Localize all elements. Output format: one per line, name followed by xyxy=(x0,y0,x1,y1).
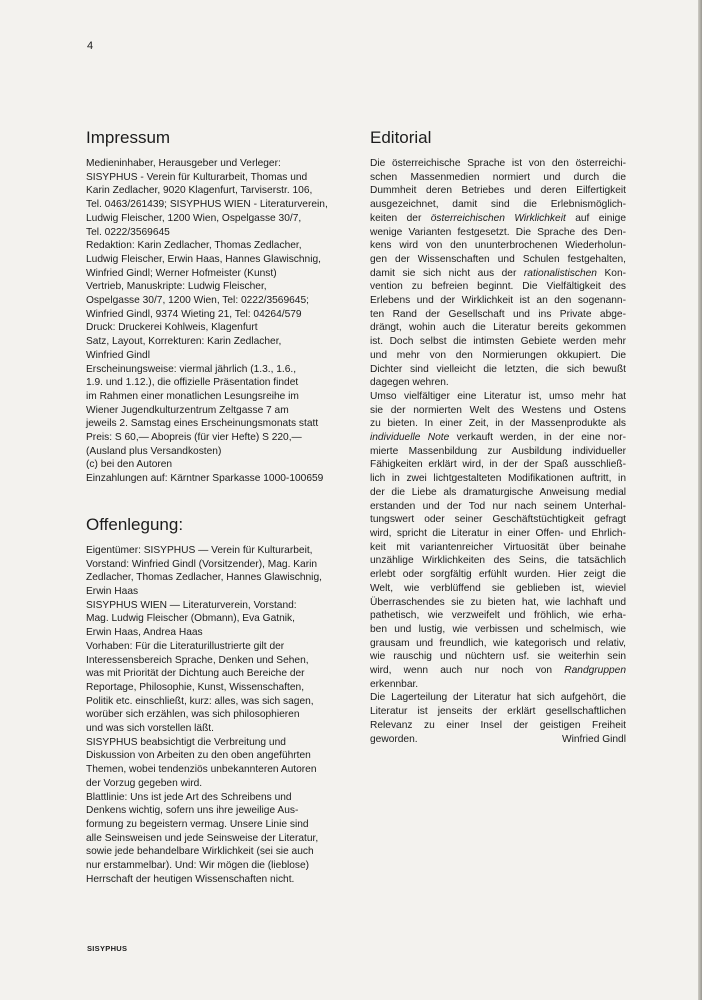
offenlegung-line: Herrschaft der heutigen Wissenschaften nicht. xyxy=(86,873,295,885)
offenlegung-line: nur erstammelbar). Und: Wir mögen die (lieblose) xyxy=(86,860,310,872)
right-column xyxy=(370,128,626,746)
editorial-line: Relevanz zu einer Insel der geistigen Freiheit xyxy=(370,719,626,731)
impressum-line: Redaktion: Karin Zedlacher, Thomas Zedlacher, xyxy=(86,240,302,252)
editorial-line: damit sie sich nicht aus der rationalistischen Kon- xyxy=(370,267,626,279)
editorial-line: Die Lagerteilung der Literatur hat sich aufgehört, die xyxy=(370,692,626,704)
impressum-line: Winfried Gindl, 9374 Wieting 21, Tel: 04264/579 xyxy=(86,308,302,320)
offenlegung-line: Themen, wobei tendenziös unbekannteren Autoren xyxy=(86,764,317,776)
editorial-line: erkennbar. xyxy=(370,678,419,690)
impressum-line: Karin Zedlacher, 9020 Klagenfurt, Tarviserstr. 106, xyxy=(86,185,313,197)
offenlegung-line: Blattlinie: Uns ist jede Art des Schreibens und xyxy=(86,791,292,803)
impressum-line: Wiener Jugendkulturzentrum Zeltgasse 7 am xyxy=(86,404,289,416)
editorial-line: Fähigkeiten erklärt wird, in der der Spaß ausschließ- xyxy=(370,459,626,471)
offenlegung-line: SISYPHUS beabsichtigt die Verbreitung und xyxy=(86,736,286,748)
editorial-line: pathetisch, wie verzweifelt und fröhlich, wie erha- xyxy=(370,610,626,622)
offenlegung-line: worüber sich erzählen, was sich philosophieren xyxy=(86,709,300,721)
impressum-line: Satz, Layout, Korrekturen: Karin Zedlacher, xyxy=(86,336,282,348)
offenlegung-line: Zedlacher, Thomas Zedlacher, Hannes Glawischnig, xyxy=(86,572,322,584)
editorial-line: keit mit variantenreicher Virtuosität über beinahe xyxy=(370,541,626,553)
offenlegung-line: Diskussion von Arbeiten zu den oben angeführten xyxy=(86,750,311,762)
editorial-line: Literatur ist jenseits der erklärt gesellschaftlichen xyxy=(370,706,626,718)
editorial-line: Umso vielfältiger eine Literatur ist, umso mehr hat xyxy=(370,390,626,402)
impressum-line: jeweils 2. Samstag eines Erscheinungsmonats statt xyxy=(86,418,319,430)
impressum-line: Tel. 0222/3569645 xyxy=(86,226,170,238)
impressum-line: Ospelgasse 30/7, 1200 Wien, Tel: 0222/3569645; xyxy=(86,295,309,307)
impressum-line: Druck: Druckerei Kohlweis, Klagenfurt xyxy=(86,322,258,334)
impressum-text xyxy=(86,157,342,486)
offenlegung-heading: Offenlegung: xyxy=(86,514,184,534)
editorial-line: vention zu befreien beginnt. Die Vielfältigkeit des xyxy=(370,281,626,293)
editorial-line: ist. Doch selbst die intimsten Gebiete werden mehr xyxy=(370,336,626,348)
editorial-line: unzählige Wirklichkeiten des Seins, die tatsächlich xyxy=(370,555,626,567)
editorial-line: Dichter sind vielleicht die letzten, die sich bewußt xyxy=(370,363,626,375)
editorial-line: der die Liebe als dramaturgische Anweisung medial xyxy=(370,486,626,498)
impressum-line: SISYPHUS - Verein für Kulturarbeit, Thomas und xyxy=(86,171,308,183)
offenlegung-line: Eigentümer: SISYPHUS — Verein für Kulturarbeit, xyxy=(86,544,313,556)
impressum-line: 1.9. und 1.12.), die offizielle Präsentation findet xyxy=(86,377,299,389)
offenlegung-text xyxy=(86,544,342,887)
editorial-line: Dummheit deren Betriebes und deren Eilfertigkeit xyxy=(370,185,626,197)
offenlegung-line: Reportage, Philosophie, Kunst, Wissenschaften, xyxy=(86,681,305,693)
offenlegung-line: Politik etc. einschließt, kurz: alles, was sich sagen, xyxy=(86,695,314,707)
editorial-line: gen der Wissenschaften und Schulen festgehalten, xyxy=(370,253,626,265)
editorial-line: erstanden und der Tod nur nach seinem Unterhal- xyxy=(370,500,626,512)
impressum-line: Ludwig Fleischer, 1200 Wien, Ospelgasse 30/7, xyxy=(86,212,302,224)
editorial-line: individuelle Note verkauft werden, in der eine nor- xyxy=(370,432,626,444)
impressum-line: (Ausland plus Versandkosten) xyxy=(86,445,222,457)
impressum-heading: Impressum xyxy=(86,128,171,147)
emphasis-text: Randgruppen xyxy=(564,665,626,677)
impressum-line: Winfried Gindl xyxy=(86,349,150,361)
editorial-closing: geworden. xyxy=(370,733,418,745)
offenlegung-line: sowie jede behandelbare Wirklichkeit (sei sie auch xyxy=(86,846,314,858)
editorial-line: schen Massenmedien normiert und durch die xyxy=(370,171,626,183)
editorial-line: mierte Massenbildung zur Ausbildung individueller xyxy=(370,445,626,457)
editorial-line: wenige Varianten festgesetzt. Die Sprache des Den- xyxy=(370,226,626,238)
offenlegung-line: Erwin Haas, Andrea Haas xyxy=(86,627,203,639)
emphasis-text: rationalistischen xyxy=(523,267,597,279)
offenlegung-line: Mag. Ludwig Fleischer (Obmann), Eva Gatnik, xyxy=(86,613,295,625)
impressum-line: im Rahmen einer monatlichen Lesungsreihe im xyxy=(86,390,299,402)
offenlegung-line: was mit Priorität der Dichtung auch Bereiche der xyxy=(86,668,305,680)
impressum-line: Vertrieb, Manuskripte: Ludwig Fleischer, xyxy=(86,281,267,293)
impressum-line: Einzahlungen auf: Kärntner Sparkasse 1000-100659 xyxy=(86,473,324,485)
editorial-signature: Winfried Gindl xyxy=(562,733,626,745)
impressum-line: (c) bei den Autoren xyxy=(86,459,173,471)
offenlegung-line: der Vorzug gegeben wird. xyxy=(86,777,203,789)
impressum-line: Winfried Gindl; Werner Hofmeister (Kunst) xyxy=(86,267,277,279)
editorial-line: Welt, wie verblüffend sie geblieben ist, wieviel xyxy=(370,582,626,594)
editorial-line: zu bieten. In einer Zeit, in der Massenprodukte als xyxy=(370,418,626,430)
page-number: 4 xyxy=(87,40,94,52)
editorial-paragraph xyxy=(370,157,626,390)
footer-logo: SISYPHUS xyxy=(87,944,128,953)
offenlegung-line: Denkens wichtig, sofern uns ihre jeweilige Aus- xyxy=(86,805,299,817)
offenlegung-line: Vorstand: Winfried Gindl (Vorsitzender), Mag. Karin xyxy=(86,558,318,570)
editorial-line: sie der normierten Welt des Westens und Ostens xyxy=(370,404,626,416)
editorial-heading: Editorial xyxy=(370,128,432,147)
editorial-line: ten Rand der Gesellschaft und ins Private abge- xyxy=(370,308,626,320)
offenlegung-line: und was sich vorstellen läßt. xyxy=(86,723,214,735)
editorial-paragraph xyxy=(370,390,626,691)
offenlegung-line: Erwin Haas xyxy=(86,585,139,597)
editorial-line: kens wird von den ununterbrochenen Wiederholun- xyxy=(370,240,626,252)
page-edge xyxy=(698,0,702,1000)
editorial-line: tungswert oder seiner Geschäftstüchtigkeit gefragt xyxy=(370,514,626,526)
offenlegung-line: Vorhaben: Für die Literaturillustrierte gilt der xyxy=(86,640,285,652)
offenlegung-line: alle Seinsweisen und jede Seinsweise der Literatur, xyxy=(86,832,319,844)
editorial-line: wird, spricht die Literatur in einer Offen- und Ehrlich- xyxy=(370,527,626,539)
offenlegung-line: Interessensbereich Sprache, Denken und Sehen, xyxy=(86,654,309,666)
editorial-line: drängt, wohin auch die Literatur bereits gekommen xyxy=(370,322,626,334)
editorial-line: wie rauschig und nüchtern usf. sie weiterhin sein xyxy=(370,651,626,663)
emphasis-text: österreichischen Wirklichkeit xyxy=(430,212,566,224)
editorial-line: wird, wenn auch nur noch von Randgruppen xyxy=(370,665,626,677)
editorial-line: ben und lustig, wie verbissen und schelmisch, wie xyxy=(370,623,626,635)
editorial-line: Erlebens und der Wirklichkeit ist an den sogenann- xyxy=(370,295,626,307)
impressum-line: Preis: S 60,— Abopreis (für vier Hefte) S 220,— xyxy=(86,432,302,444)
editorial-signoff xyxy=(370,733,626,747)
offenlegung-line: SISYPHUS WIEN — Literaturverein, Vorstand: xyxy=(86,599,297,611)
impressum-line: Erscheinungsweise: viermal jährlich (1.3., 1.6., xyxy=(86,363,297,375)
editorial-line: dagegen wehren. xyxy=(370,377,449,389)
editorial-line: Die österreichische Sprache ist von den österreichi- xyxy=(370,158,626,169)
editorial-line: ausgezeichnet, damit sind die Erlebnismöglich- xyxy=(370,199,626,211)
editorial-line: grausam und freundlich, wie kategorisch und relativ, xyxy=(370,637,626,649)
editorial-line: lich in zwei lichtgestalteten Modifikationen auftritt, in xyxy=(370,473,626,485)
left-column xyxy=(86,128,342,886)
editorial-line: Überraschendes sie zu bieten hat, wie lachhaft und xyxy=(370,596,626,608)
editorial-line: erlebt oder sorgfältig erfühlt wurden. Hier zeigt die xyxy=(370,569,626,581)
editorial-line: keiten der österreichischen Wirklichkeit auf einige xyxy=(370,212,626,224)
offenlegung-line: formung zu begeistern vermag. Unsere Linie sind xyxy=(86,818,309,830)
impressum-line: Medieninhaber, Herausgeber und Verleger: xyxy=(86,158,281,169)
impressum-line: Tel. 0463/261439; SISYPHUS WIEN - Literaturverein, xyxy=(86,199,328,211)
editorial-paragraph xyxy=(370,691,626,732)
emphasis-text: individuelle Note xyxy=(370,432,450,444)
editorial-line: und mehr von den Normierungen okkupiert. Die xyxy=(370,349,626,361)
editorial-body xyxy=(370,157,626,733)
impressum-line: Ludwig Fleischer, Erwin Haas, Hannes Glawischnig, xyxy=(86,253,321,265)
